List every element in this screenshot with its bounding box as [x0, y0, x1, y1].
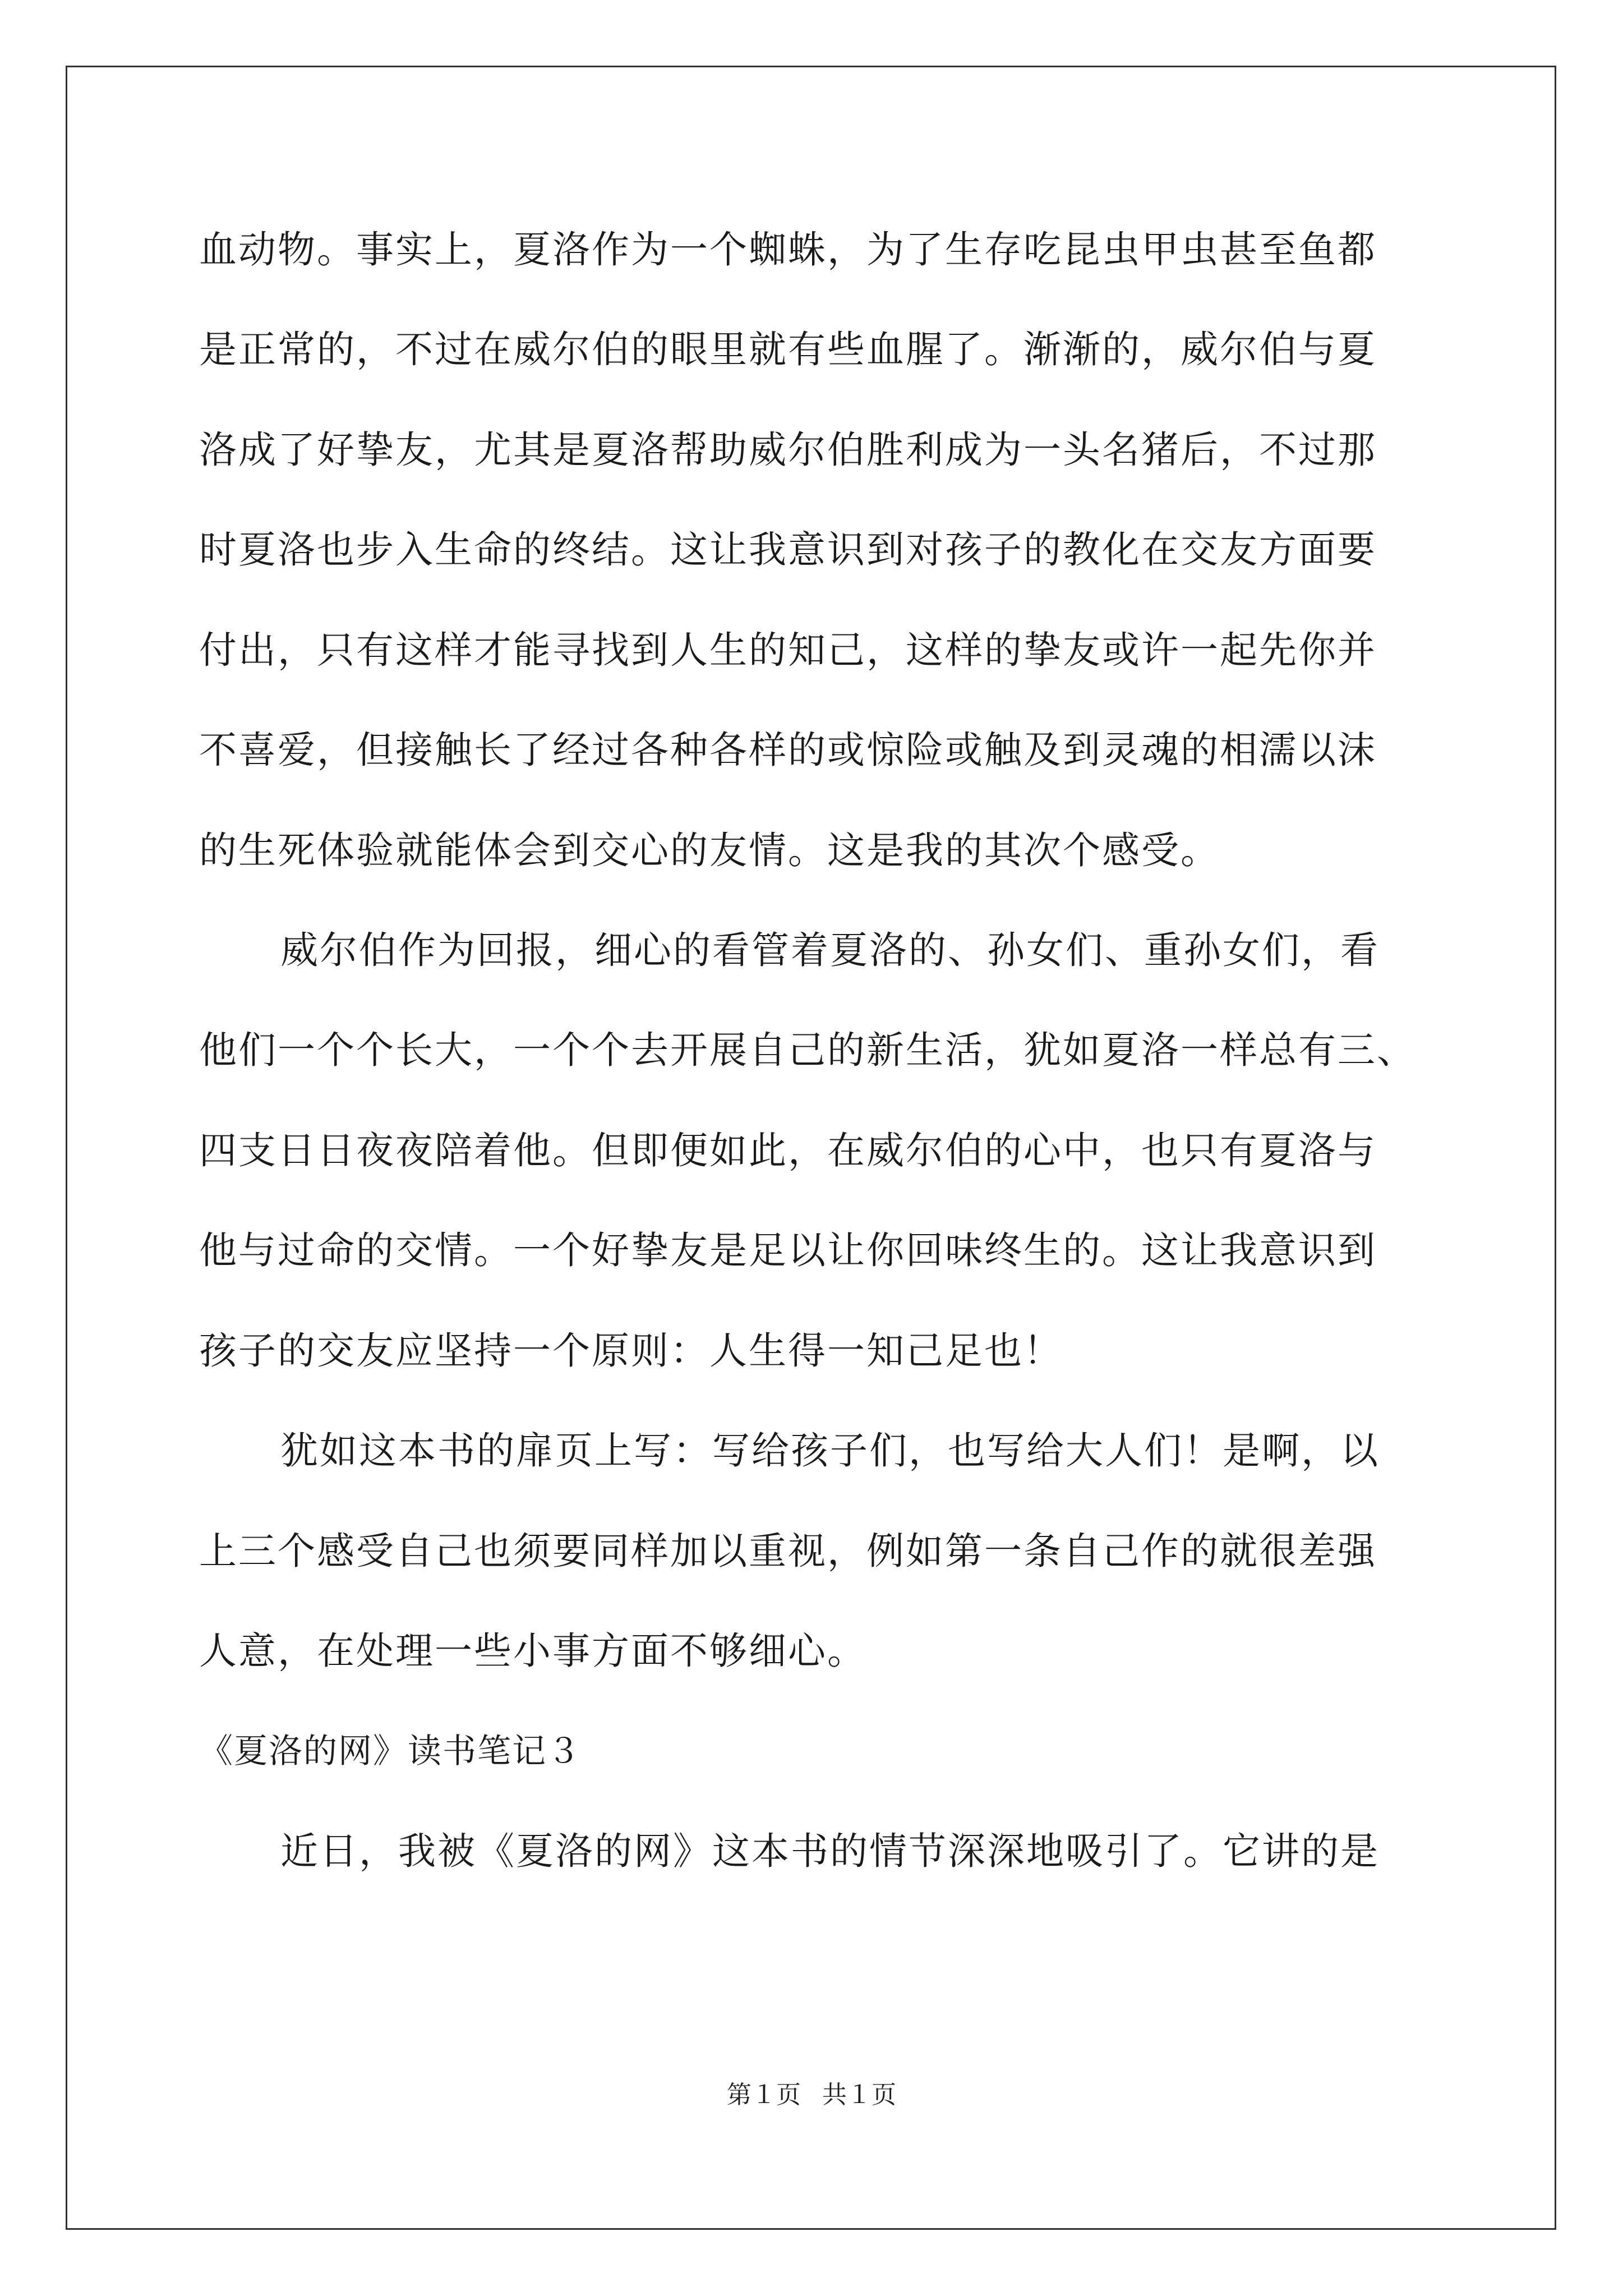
- text-line: 付出，只有这样才能寻找到人生的知己，这样的挚友或许一起先你并: [199, 628, 1377, 672]
- text-line: 他与过命的交情。一个好挚友是足以让你回味终生的。这让我意识到: [199, 1228, 1377, 1272]
- paragraph-start-line: 威尔伯作为回报，细心的看管着夏洛的、孙女们、重孙女们，看: [280, 928, 1380, 972]
- text-line: 洛成了好挚友，尤其是夏洛帮助威尔伯胜利成为一头名猪后，不过那: [199, 428, 1377, 472]
- text-line: 的生死体验就能体会到交心的友情。这是我的其次个感受。: [199, 829, 1220, 872]
- paragraph-start-line: 犹如这本书的扉页上写：写给孩子们，也写给大人们！是啊，以: [280, 1429, 1380, 1473]
- page-total: 共１页: [822, 2081, 896, 2109]
- text-line: 孩子的交友应坚持一个原则：人生得一知己足也！: [199, 1329, 1063, 1373]
- page-footer: [0, 2078, 1623, 2112]
- paragraph-start-line: 近日，我被《夏洛的网》这本书的情节深深地吸引了。它讲的是: [280, 1829, 1380, 1873]
- text-line: 血动物。事实上，夏洛作为一个蜘蛛，为了生存吃昆虫甲虫甚至鱼都: [199, 228, 1377, 272]
- text-line: 人意，在处理一些小事方面不够细心。: [199, 1629, 866, 1673]
- text-line: 他们一个个长大，一个个去开展自己的新生活，犹如夏洛一样总有三、: [199, 1028, 1416, 1072]
- text-line: 时夏洛也步入生命的终结。这让我意识到对孩子的教化在交友方面要: [199, 528, 1377, 572]
- text-line: 是正常的，不过在威尔伯的眼里就有些血腥了。渐渐的，威尔伯与夏: [199, 328, 1377, 371]
- text-line: 上三个感受自己也须要同样加以重视，例如第一条自己作的就很差强: [199, 1529, 1377, 1573]
- text-line: 四支日日夜夜陪着他。但即便如此，在威尔伯的心中，也只有夏洛与: [199, 1129, 1377, 1172]
- section-heading: 《夏洛的网》读书笔记３: [199, 1732, 582, 1771]
- text-line: 不喜爱，但接触长了经过各种各样的或惊险或触及到灵魂的相濡以沫: [199, 728, 1377, 772]
- page-number: 第１页: [727, 2081, 801, 2109]
